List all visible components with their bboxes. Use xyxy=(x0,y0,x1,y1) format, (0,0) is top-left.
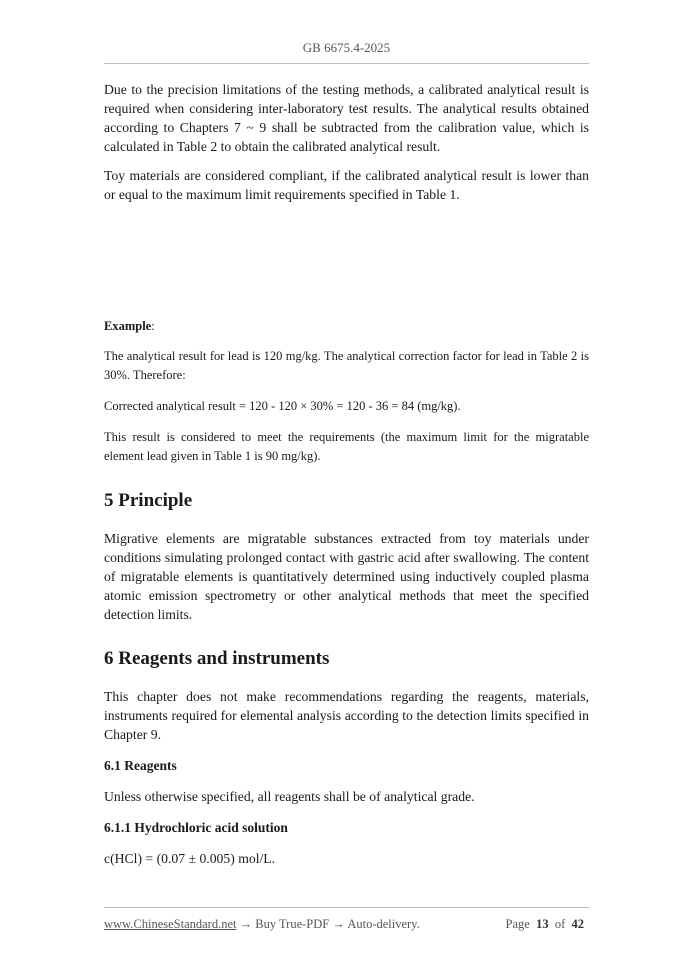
auto-delivery-text: Auto-delivery. xyxy=(347,917,420,931)
buy-pdf-link[interactable]: Buy True-PDF xyxy=(255,917,330,931)
example-label-text: Example xyxy=(104,319,152,333)
current-page: 13 xyxy=(536,917,549,931)
header-divider xyxy=(104,63,589,64)
site-link[interactable]: www.ChineseStandard.net xyxy=(104,917,237,931)
section-heading-6-1: 6.1 Reagents xyxy=(104,758,177,773)
page-content xyxy=(104,80,589,878)
arrow-icon: → xyxy=(236,917,256,931)
example-paragraph-3: This result is considered to meet the requirements (the maximum limit for the migratable element lead given in Table 1 is 90 mg/kg). xyxy=(104,430,589,463)
footer-divider xyxy=(104,907,589,908)
section-heading-6: 6 Reagents and instruments xyxy=(104,648,330,669)
section-heading-6-1-1: 6.1.1 Hydrochloric acid solution xyxy=(104,820,288,835)
section-6-1-paragraph: Unless otherwise specified, all reagents shall be of analytical grade. xyxy=(104,789,475,804)
paragraph-compliance: Toy materials are considered compliant, if the calibrated analytical result is lower than or equal to the maximum limit requirements specified in Table 1. xyxy=(104,168,589,202)
example-label-colon: : xyxy=(151,319,155,333)
example-label xyxy=(104,317,589,335)
total-pages: 42 xyxy=(571,917,584,931)
section-heading-5: 5 Principle xyxy=(104,490,193,511)
paragraph-calibration: Due to the precision limitations of the testing methods, a calibrated analytical result is required when considering inter-laboratory test results. The analytical results obtained according to Chapters 7 ~ 9 shall be subtracted from the calibration value, which is calculated in Table 2 to obtain the calibrated analytical result. xyxy=(104,82,589,154)
section-6-paragraph: This chapter does not make recommendations regarding the reagents, materials, instruments required for elemental analysis according to the detection limits specified in Chapter 9. xyxy=(104,689,589,742)
of-word: of xyxy=(554,917,566,931)
page-header: GB 6675.4-2025 xyxy=(302,40,391,55)
section-5-paragraph: Migrative elements are migratable substances extracted from toy materials under conditions simulating prolonged contact with gastric acid after swallowing. The content of migratable elements is quantitatively determined using inductively coupled plasma atomic emission spectrometry or other analytical methods that meet the specified detection limits. xyxy=(104,531,589,622)
blank-space xyxy=(104,214,589,317)
section-6-1-1-formula: c(HCl) = (0.07 ± 0.005) mol/L. xyxy=(104,851,276,866)
page-word: Page xyxy=(505,917,530,931)
example-paragraph-1: The analytical result for lead is 120 mg/kg. The analytical correction factor for lead in Table 2 is 30%. Therefore: xyxy=(104,349,589,382)
page-number xyxy=(506,917,584,932)
example-formula: Corrected analytical result = 120 - 120 × 30% = 120 - 36 = 84 (mg/kg). xyxy=(104,399,461,413)
arrow-icon: → xyxy=(329,917,348,931)
footer-links xyxy=(104,917,420,932)
